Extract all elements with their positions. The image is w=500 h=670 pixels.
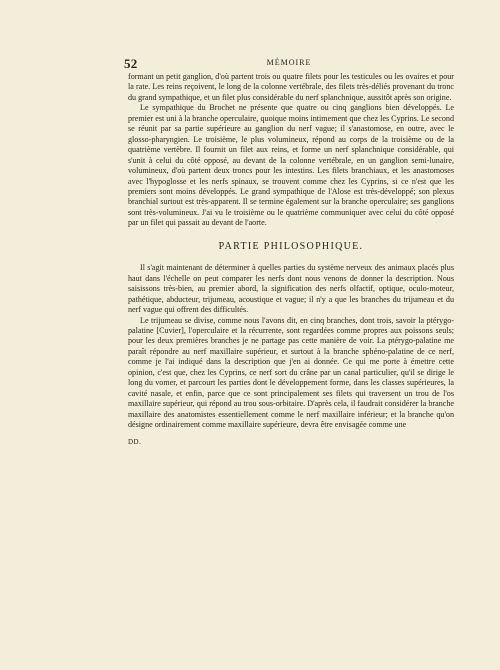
paragraph: Le trijumeau se divise, comme nous l'avons dit, en cinq branches, dont trois, savoir la ptérygo-palatine [Cuvier], l'operculaire et la récurrente, sont regardées comme propres aux poissons seuls; pour les deux premières branches je ne partage pas cette manière de voir. La ptérygo-palatine me paraît répondre au nerf maxillaire supérieur, et surtout à la branche sphéno-palatine de ce nerf, comme je l'ai indiqué dans la description que j'en ai donnée. Ce qui me porte à émettre cette opinion, c'est que, chez les Cyprins, ce nerf sort du crâne par un canal particulier, qu'il se dirige le long du vomer, et parcourt les parties dont le développement forme, dans les classes supérieures, la cavité nasale, et enfin, parce que ce sont principalement ses filets qui traversent un trou de l'os maxillaire supérieur, qui répond au trou sous-orbitaire. D'après cela, il faudrait considérer la branche maxillaire des anatomistes essentiellement comme le nerf maxillaire inférieur; et la branche qu'on désigne ordinairement comme maxillaire supérieure, devra être envisagée comme une [128, 315, 454, 430]
page-number: 52 [124, 56, 138, 71]
paragraph-continued: formant un petit ganglion, d'où partent trois ou quatre filets pour les testicules ou les ovaires et pour la rate. Les reins reçoivent, le long de la colonne vertébrale, des filets très-déliés provenant du tronc du grand sympathique, et un filet plus considérable du nerf splanchnique, aussitôt après son origine. [128, 72, 454, 102]
section-heading: PARTIE PHILOSOPHIQUE. [218, 240, 364, 252]
paragraph: Il s'agit maintenant de déterminer à quelles parties du système nerveux des animaux placés plus haut dans l'échelle on peut comparer les nerfs dont nous venons de donner la description. Nous saisissons très-bien, au premier abord, la signification des nerfs olfactif, optique, oculo-moteur, pathétique, abducteur, trijumeau, acoustique et vague; il n'y a que les branches du trijumeau et du nerf vague qui offrent des difficultés. [128, 263, 454, 315]
page-header [124, 56, 454, 70]
body-text [128, 72, 454, 447]
paragraph: Le sympathique du Brochet ne présente que quatre ou cinq ganglions bien développés. Le premier est uni à la branche operculaire, quoique moins intimement que chez les Cyprins. Le second se réunit par sa partie supérieure au ganglion du nerf vague; il s'anastomose, en outre, avec le glosso-pharyngien. Le troisième, le plus volumineux, répond au corps de la troisième ou de la quatrième vertèbre. Il fournit un filet aux reins, et forme un nerf splanchnique considérable, qui s'unit à celui du côté opposé, au devant de la colonne vertébrale, en un ganglion semi-lunaire, volumineux, d'où partent deux troncs pour les intestins. Les filets branchiaux, et les anastomoses avec l'hypoglosse et les nerfs spinaux, se trouvent comme chez les Cyprins, si ce n'est que les premiers sont moins développés. Le grand sympathique de l'Alose est très-développé; son plexus branchial surtout est très-apparent. Il se termine également sur la branche operculaire; ses ganglions sont très-volumineux. J'ai vu le troisième ou le quatrième communiquer avec celui du côté opposé par un filet qui passait au devant de l'aorte. [128, 103, 454, 228]
signature-mark: DD. [128, 437, 142, 446]
running-title: MÉMOIRE [266, 58, 312, 67]
